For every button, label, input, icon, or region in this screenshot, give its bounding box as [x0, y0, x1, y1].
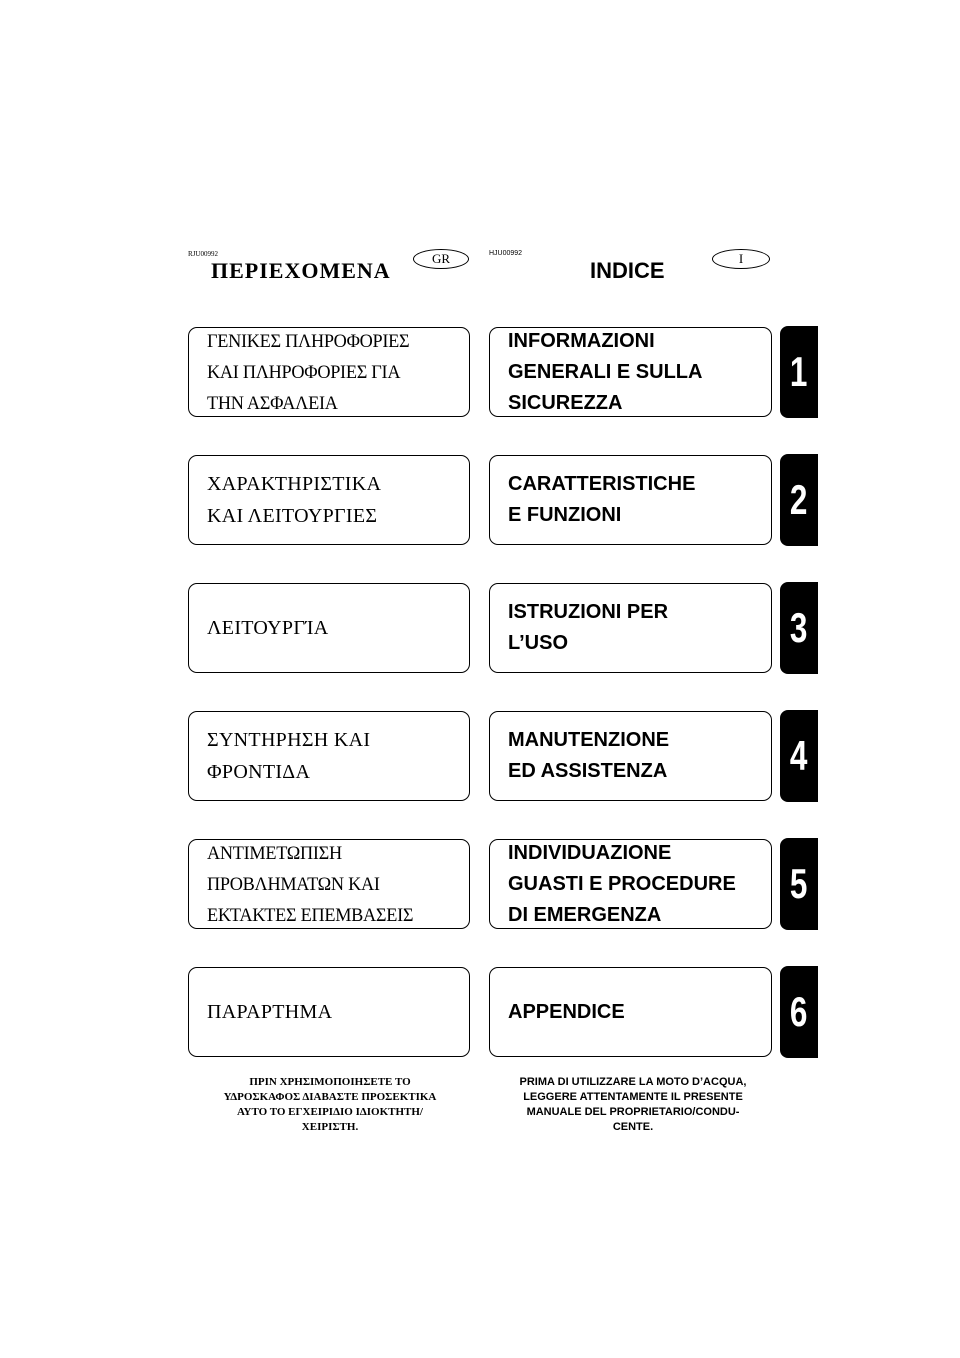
section-2-number: 2	[790, 476, 808, 523]
section-3-number: 3	[790, 604, 808, 651]
section-5-greek-box[interactable]	[188, 839, 470, 929]
section-5-italian-box[interactable]	[489, 839, 772, 929]
section-6-number: 6	[790, 988, 808, 1035]
section-2-greek-box[interactable]	[188, 455, 470, 545]
section-4-italian-label: MANUTENZIONE ED ASSISTENZA	[508, 729, 670, 782]
italian-read-manual-notice: PRIMA DI UTILIZZARE LA MOTO D’ACQUA, LEGGERE ATTENTAMENTE IL PRESENTE MANUALE DEL PROPRIETARIO/CONDU- CENTE.	[519, 1076, 747, 1133]
italian-language-badge: I	[712, 249, 770, 269]
section-3-greek-box[interactable]	[188, 583, 470, 673]
section-1-italian-label: INFORMAZIONI GENERALI E SULLA SICUREZZA	[508, 329, 703, 414]
section-5-italian-label: INDIVIDUAZIONE GUASTI E PROCEDURE DI EMERGENZA	[508, 841, 736, 926]
section-6-greek-label: ΠΑΡΑΡΤΗΜΑ	[207, 1001, 333, 1023]
section-4-tab[interactable]	[780, 710, 818, 802]
section-4-italian-box[interactable]	[489, 711, 772, 801]
italian-contents-title: INDICE	[590, 258, 665, 283]
section-3-italian-box[interactable]	[489, 583, 772, 673]
section-2-tab[interactable]	[780, 454, 818, 546]
section-4-number: 4	[790, 732, 808, 779]
section-3-greek-label: ΛΕΙΤΟΥΡΓΊΑ	[207, 617, 329, 639]
section-2-greek-label: ΧΑΡΑΚΤΗΡΙΣΤΙΚΑ ΚΑΙ ΛΕΙΤΟΥΡΓΙΕΣ	[207, 473, 382, 527]
section-1-greek-label: ΓΕΝΙΚΕΣ ΠΛΗΡΟΦΟΡΙΕΣ ΚΑΙ ΠΛΗΡΟΦΟΡΙΕΣ ΓΙΑ ΤΗΝ ΑΣΦΑΛΕΙΑ	[207, 330, 410, 414]
section-5-number: 5	[790, 860, 808, 907]
section-6-italian-box[interactable]	[489, 967, 772, 1057]
section-6-greek-box[interactable]	[188, 967, 470, 1057]
section-1-italian-box[interactable]	[489, 327, 772, 417]
section-6-italian-label: APPENDICE	[508, 1000, 625, 1023]
greek-language-badge: GR	[413, 249, 469, 269]
section-1-tab[interactable]	[780, 326, 818, 418]
section-1-greek-box[interactable]	[188, 327, 470, 417]
greek-read-manual-notice: ΠΡΙΝ ΧΡΗΣΙΜΟΠΟΙΗΣΕΤΕ ΤΟ ΥΔΡΟΣΚΑΦΟΣ ΔΙΑΒΑΣΤΕ ΠΡΟΣΕΚΤΙΚΑ ΑΥΤΟ ΤΟ ΕΓΧΕΙΡΙΔΙΟ ΙΔΙΟΚΤΗΤΗ/ ΧΕΙΡΙΣΤΗ.	[223, 1076, 437, 1133]
section-6-tab[interactable]	[780, 966, 818, 1058]
italian-section-code: HJU00992	[489, 250, 523, 257]
section-2-italian-label: CARATTERISTICHE E FUNZIONI	[508, 473, 696, 526]
greek-section-code: RJU00992	[188, 250, 218, 258]
section-2-italian-box[interactable]	[489, 455, 772, 545]
section-3-tab[interactable]	[780, 582, 818, 674]
section-4-greek-box[interactable]	[188, 711, 470, 801]
section-5-greek-label: ΑΝΤΙΜΕΤΩΠΙΣΗ ΠΡΟΒΛΗΜΑΤΩΝ ΚΑΙ ΕΚΤΑΚΤΕΣ ΕΠΕΜΒΑΣΕΙΣ	[207, 842, 414, 926]
section-1-number: 1	[790, 348, 808, 395]
section-5-tab[interactable]	[780, 838, 818, 930]
section-3-italian-label: ISTRUZIONI PER L’USO	[508, 601, 669, 654]
section-4-greek-label: ΣΥΝΤΗΡΗΣΗ ΚΑΙ ΦΡΟΝΤΙΔΑ	[207, 729, 371, 783]
greek-contents-title: ΠΕΡΙΕΧΟΜΕΝΑ	[211, 258, 391, 283]
